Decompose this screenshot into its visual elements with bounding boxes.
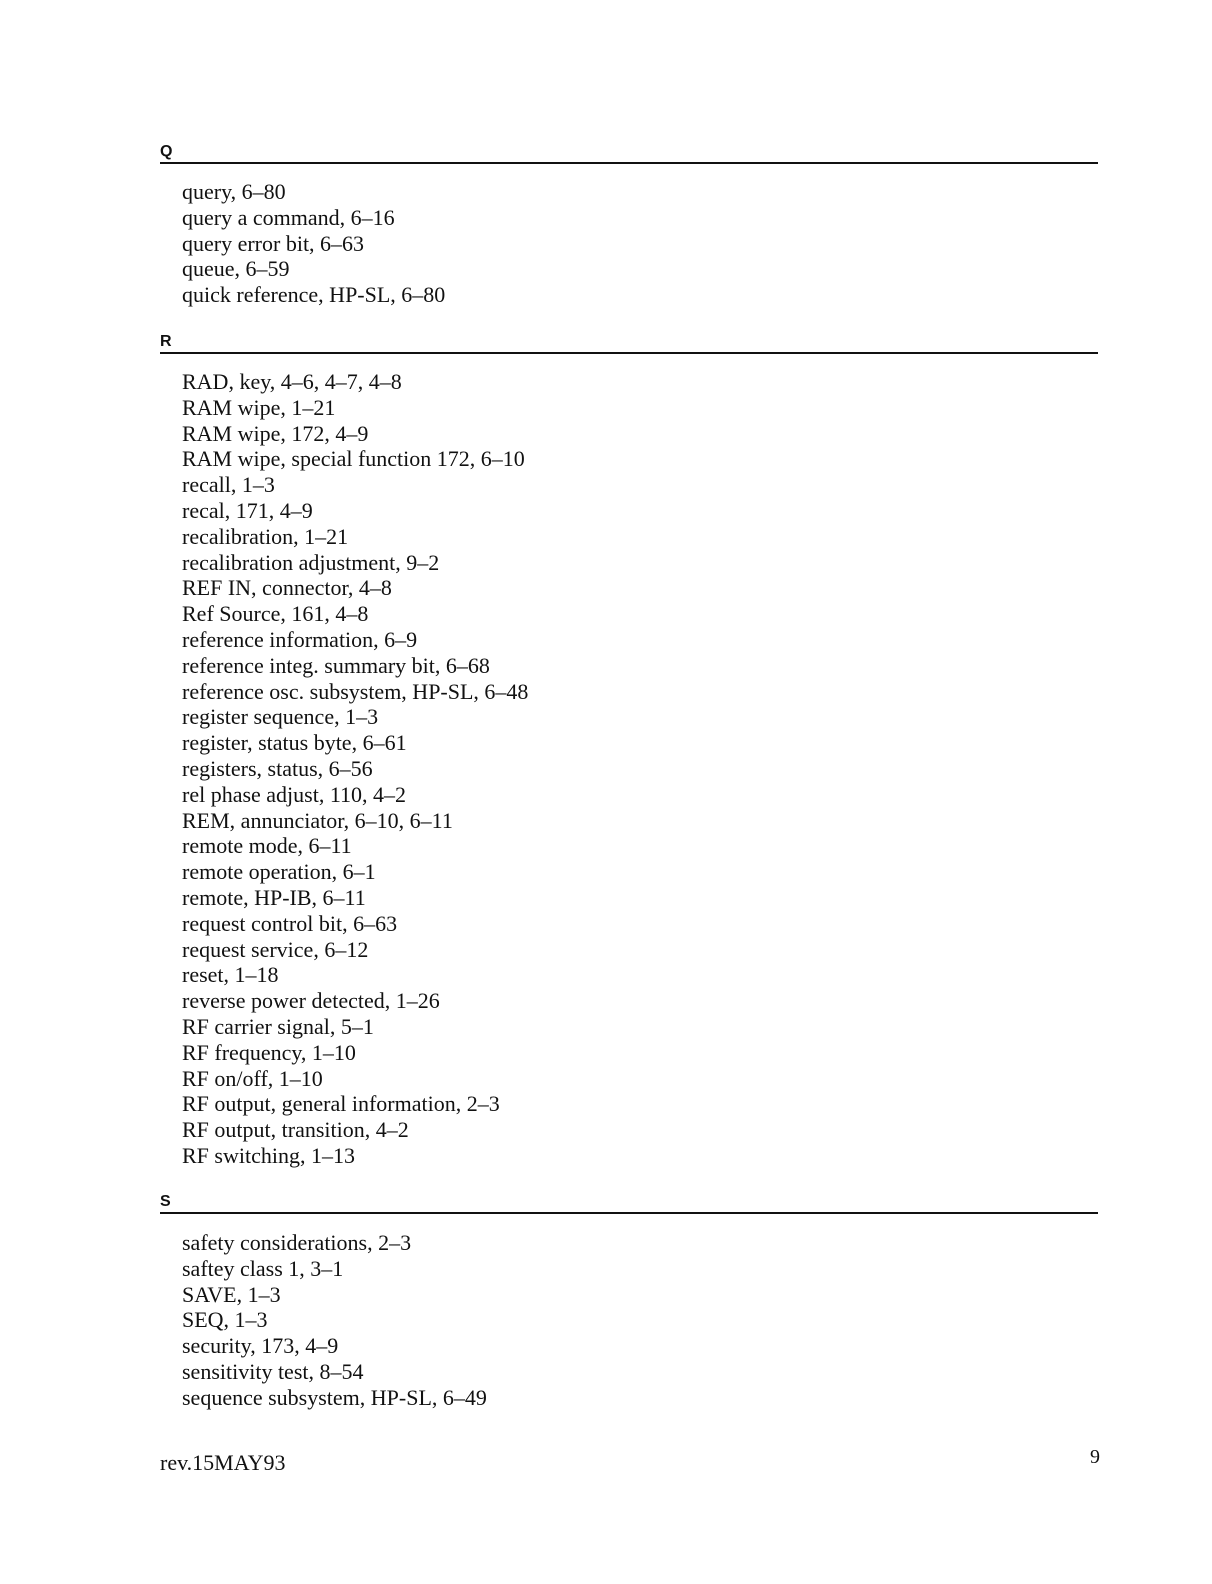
index-entry: reset, 1–18 bbox=[182, 962, 279, 988]
index-entry: recalibration, 1–21 bbox=[182, 523, 349, 549]
section-letter: R bbox=[160, 333, 172, 350]
section-letter: S bbox=[160, 1193, 171, 1210]
index-entry: reference osc. subsystem, HP-SL, 6–48 bbox=[182, 678, 529, 704]
section-header bbox=[160, 1190, 1098, 1214]
footer-revision: rev.15MAY93 bbox=[160, 1450, 286, 1475]
index-entry: safety considerations, 2–3 bbox=[182, 1230, 412, 1255]
index-entry: saftey class 1, 3–1 bbox=[182, 1255, 344, 1281]
index-entry: sensitivity test, 8–54 bbox=[182, 1358, 364, 1384]
index-entry: registers, status, 6–56 bbox=[182, 755, 373, 781]
index-entry: query a command, 6–16 bbox=[182, 204, 395, 230]
index-entry: quick reference, HP-SL, 6–80 bbox=[182, 282, 446, 308]
index-entry: remote mode, 6–11 bbox=[182, 833, 352, 859]
index-entry: SAVE, 1–3 bbox=[182, 1281, 281, 1307]
index-entry: RF switching, 1–13 bbox=[182, 1142, 355, 1168]
index-entry: queue, 6–59 bbox=[182, 256, 290, 282]
index-entry: request control bit, 6–63 bbox=[182, 910, 398, 936]
index-section-r bbox=[160, 330, 1098, 1168]
index-entry: sequence subsystem, HP-SL, 6–49 bbox=[182, 1384, 487, 1410]
index-entry: Ref Source, 161, 4–8 bbox=[182, 601, 369, 627]
index-entry: register, status byte, 6–61 bbox=[182, 730, 407, 756]
index-entry: reverse power detected, 1–26 bbox=[182, 988, 440, 1014]
index-entry: REF IN, connector, 4–8 bbox=[182, 575, 392, 601]
index-entry: remote, HP-IB, 6–11 bbox=[182, 884, 366, 910]
section-header bbox=[160, 330, 1098, 354]
index-entry: query error bit, 6–63 bbox=[182, 230, 365, 256]
index-entry-list bbox=[182, 369, 528, 1169]
index-entry: remote operation, 6–1 bbox=[182, 859, 376, 885]
index-entry: RF on/off, 1–10 bbox=[182, 1065, 323, 1091]
index-entry: SEQ, 1–3 bbox=[182, 1307, 268, 1333]
index-entry: RAM wipe, 172, 4–9 bbox=[182, 420, 369, 446]
index-entry: recall, 1–3 bbox=[182, 472, 275, 498]
index-section-s bbox=[160, 1190, 1098, 1410]
index-entry: REM, annunciator, 6–10, 6–11 bbox=[182, 807, 453, 833]
index-entry: query, 6–80 bbox=[182, 179, 286, 204]
index-entry: recalibration adjustment, 9–2 bbox=[182, 549, 440, 575]
index-section-q bbox=[160, 140, 1098, 308]
section-letter: Q bbox=[160, 143, 173, 160]
index-entry: RAD, key, 4–6, 4–7, 4–8 bbox=[182, 369, 402, 394]
index-entry: RF output, transition, 4–2 bbox=[182, 1117, 409, 1143]
index-entry: recal, 171, 4–9 bbox=[182, 497, 313, 523]
section-header bbox=[160, 140, 1098, 164]
page-number: 9 bbox=[1090, 1446, 1100, 1468]
index-entry: reference integ. summary bit, 6–68 bbox=[182, 652, 490, 678]
index-entry-list bbox=[182, 179, 445, 308]
index-entry: RF frequency, 1–10 bbox=[182, 1039, 356, 1065]
index-entry: RAM wipe, 1–21 bbox=[182, 394, 336, 420]
index-entry: rel phase adjust, 110, 4–2 bbox=[182, 781, 407, 807]
index-entry: RF output, general information, 2–3 bbox=[182, 1091, 500, 1117]
index-entry: security, 173, 4–9 bbox=[182, 1333, 339, 1359]
index-entry-list bbox=[182, 1230, 487, 1411]
index-entry: RF carrier signal, 5–1 bbox=[182, 1013, 374, 1039]
index-entry: RAM wipe, special function 172, 6–10 bbox=[182, 446, 525, 472]
index-entry: register sequence, 1–3 bbox=[182, 704, 379, 730]
index-entry: reference information, 6–9 bbox=[182, 626, 418, 652]
index-entry: request service, 6–12 bbox=[182, 936, 369, 962]
